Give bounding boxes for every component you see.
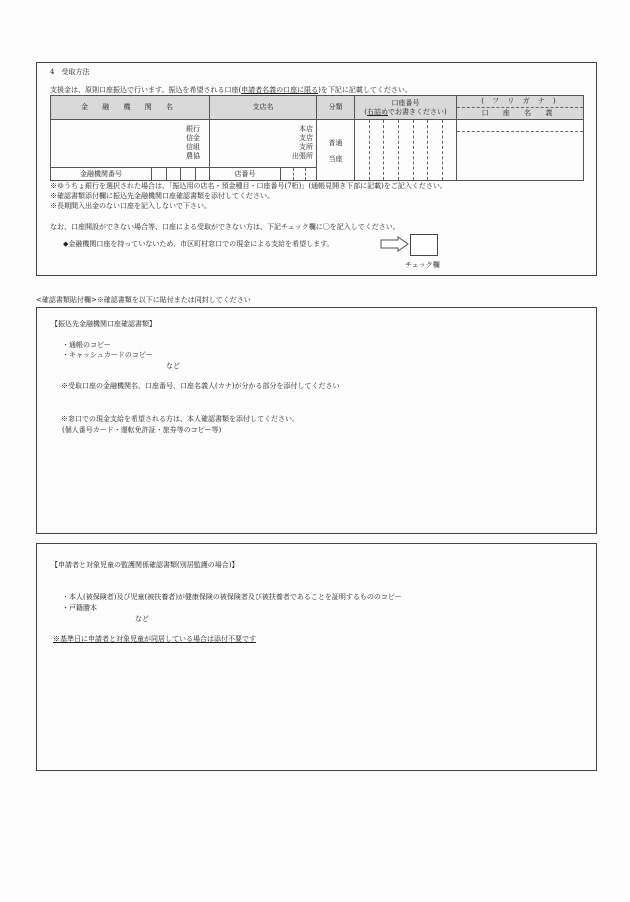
bank-code-label	[50, 167, 152, 181]
bank-doc-item-cashcard: ・キャッシュカードのコピー	[62, 351, 153, 359]
arrow-right-icon	[380, 236, 410, 252]
branch-type-subbranch[interactable]: 支所	[299, 143, 313, 151]
header-category-label: 分類	[328, 103, 343, 112]
header-account-holder-label: 口 座 名 義	[481, 108, 559, 117]
header-account-number-line1: 口座番号	[391, 98, 420, 107]
header-category	[316, 95, 355, 120]
note-yucho: ※ゆうちょ銀行を選択された場合は、「振込用の店名・預金種目・口座番号(7桁)」(通帳見開き下部に記載)をご記入ください。	[50, 182, 447, 190]
category-select[interactable]	[316, 119, 355, 181]
header-branch-name	[209, 95, 317, 120]
branch-type-branch[interactable]: 支店	[299, 134, 313, 142]
header-bank-name	[50, 95, 210, 120]
bank-doc-note2: ※窓口での現金支給を希望される方は、本人確認書類を添付してください。	[61, 415, 299, 423]
header-bank-name-label: 金 融 機 関 名	[81, 103, 179, 112]
header-account-number-line2	[364, 108, 446, 117]
intro-prefix: 支援金は、原則口座振込で行います。振込を希望される口座(	[50, 86, 242, 94]
paren-open: (	[364, 107, 367, 116]
bank-type-bank[interactable]: 銀行	[186, 125, 200, 133]
branch-type-office[interactable]: 出張所	[292, 152, 313, 160]
header-account-holder	[456, 95, 584, 120]
custody-doc-item-insurance: ・本人(被保険者)及び児童(被扶養者)が健康保険の被保険者及び被扶養者であることを証明するもののコピー	[62, 593, 402, 601]
right-align-text: 右詰め	[367, 107, 388, 116]
bank-doc-note2-sub: (個人番号カード・運転免許証・旅券等のコピー等)	[62, 426, 222, 434]
custody-document-attach-area[interactable]	[36, 543, 597, 771]
custody-doc-item-family-register: ・戸籍謄本	[62, 604, 97, 612]
bank-doc-etc: など	[166, 362, 180, 370]
bank-code-label-text: 金融機関番号	[80, 169, 122, 178]
no-account-note: なお、口座開設ができない場合等、口座による受取ができない方は、下記チェック欄に〇を記入してください。	[50, 223, 400, 231]
bank-doc-title: 【振込先金融機関口座確認書類】	[51, 320, 156, 328]
check-box[interactable]	[410, 234, 438, 256]
branch-code-input[interactable]	[280, 167, 317, 181]
custody-doc-title: 【申請者と対象児童の監護関係確認書類(別居監護の場合)】	[51, 561, 239, 569]
please-write-text: でお書きください)	[388, 107, 447, 116]
custody-doc-etc: など	[135, 615, 149, 623]
furigana-input-divider	[457, 131, 583, 132]
intro-suffix: )を下記に記載してください。	[318, 86, 412, 94]
header-furigana-label: ( フ リ ガ ナ )	[481, 97, 559, 106]
bank-name-input[interactable]	[50, 119, 210, 168]
check-label: チェック欄	[405, 261, 440, 269]
bank-type-shinkumi[interactable]: 信組	[186, 143, 200, 151]
account-holder-input[interactable]	[456, 119, 584, 181]
branch-code-label-text: 店番号	[234, 169, 256, 178]
intro-underlined: 申請者名義の口座に限る	[241, 86, 319, 94]
bank-doc-item-passbook: ・通帳のコピー	[62, 341, 111, 349]
section-intro	[50, 86, 412, 95]
note-dormant: ※長期間入出金のない口座を記入しないで下さい。	[50, 202, 211, 210]
header-account-number	[354, 95, 457, 120]
bank-account-table	[50, 95, 584, 181]
bank-type-list	[186, 125, 200, 161]
branch-type-list	[292, 125, 313, 161]
branch-name-input[interactable]	[209, 119, 317, 168]
category-ordinary[interactable]: 普通	[328, 139, 343, 147]
bank-code-input[interactable]	[151, 167, 210, 181]
bank-doc-note1: ※受取口座の金融機関名、口座番号、口座名義人(カナ)が分かる部分を添付してください	[61, 382, 340, 390]
header-branch-name-label: 支店名	[252, 103, 274, 112]
category-current[interactable]: 当座	[328, 155, 343, 163]
bank-type-shinkin[interactable]: 信金	[186, 134, 200, 142]
attachment-section-title: <確認書類貼付欄>※確認書類を以下に貼付または同封してください	[36, 296, 251, 304]
branch-type-main[interactable]: 本店	[299, 125, 313, 133]
cash-option-text: ◆金融機関口座を持っていないため、市区町村窓口での現金による支給を希望します。	[63, 240, 334, 248]
furigana-divider	[457, 107, 583, 108]
account-number-input[interactable]	[354, 119, 457, 181]
custody-doc-note: ※基準日に申請者と対象児童が同居している場合は添付不要です	[53, 635, 256, 643]
bank-type-nokyo[interactable]: 農協	[186, 152, 200, 160]
branch-code-label	[209, 167, 281, 181]
note-attach: ※確認書類添付欄に振込先金融機関口座確認書類を添付してください。	[50, 192, 274, 200]
section-heading: 4 受取方法	[50, 68, 90, 76]
